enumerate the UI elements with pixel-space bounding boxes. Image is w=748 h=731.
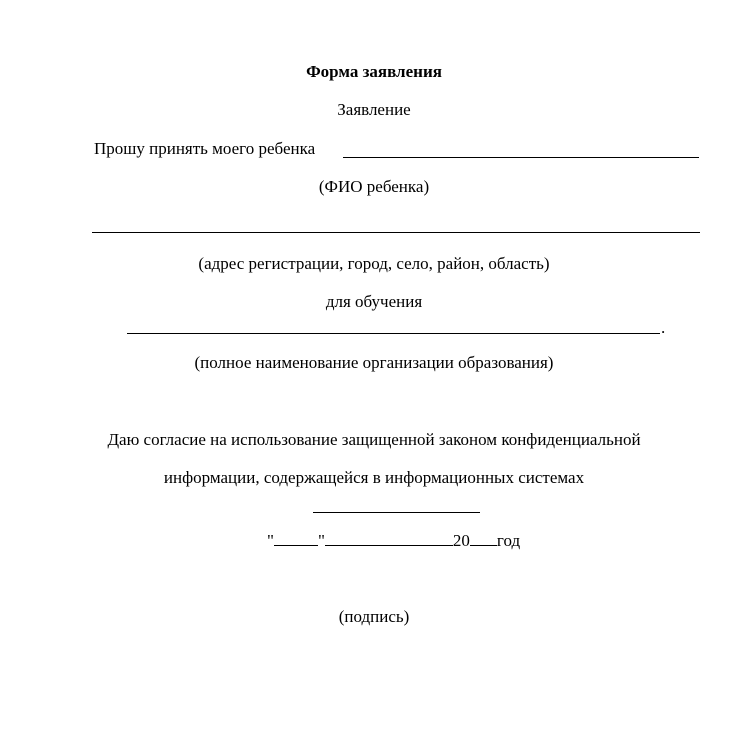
study-text: для обучения — [325, 292, 423, 311]
child-name-caption: (ФИО ребенка) — [318, 177, 430, 196]
consent-line-2: информации, содержащейся в информационных системах — [163, 468, 585, 487]
address-caption: (адрес регистрации, город, село, район, область) — [198, 254, 550, 273]
date-day-field[interactable] — [274, 544, 318, 546]
organization-period: . — [661, 318, 666, 337]
organization-field[interactable] — [127, 333, 660, 334]
signature-caption: (подпись) — [338, 607, 410, 626]
consent-line-1: Даю согласие на использование защищенной законом конфиденциальной — [107, 430, 641, 449]
request-text: Прошу принять моего ребенка — [94, 139, 316, 158]
date-year-suffix: год — [496, 531, 521, 550]
date-month-field[interactable] — [325, 544, 453, 546]
document-subtitle: Заявление — [337, 100, 411, 119]
date-quote-close: " — [317, 531, 325, 550]
information-systems-field[interactable] — [313, 512, 480, 513]
date-line — [267, 531, 520, 551]
child-name-field[interactable] — [343, 157, 699, 158]
document-title: Форма заявления — [306, 62, 442, 81]
request-line — [94, 139, 315, 159]
date-quote-open: " — [267, 531, 274, 550]
date-year-prefix: 20 — [452, 531, 470, 550]
date-year-field[interactable] — [470, 544, 497, 546]
address-field[interactable] — [92, 232, 700, 233]
organization-caption: (полное наименование организации образования) — [194, 353, 554, 372]
